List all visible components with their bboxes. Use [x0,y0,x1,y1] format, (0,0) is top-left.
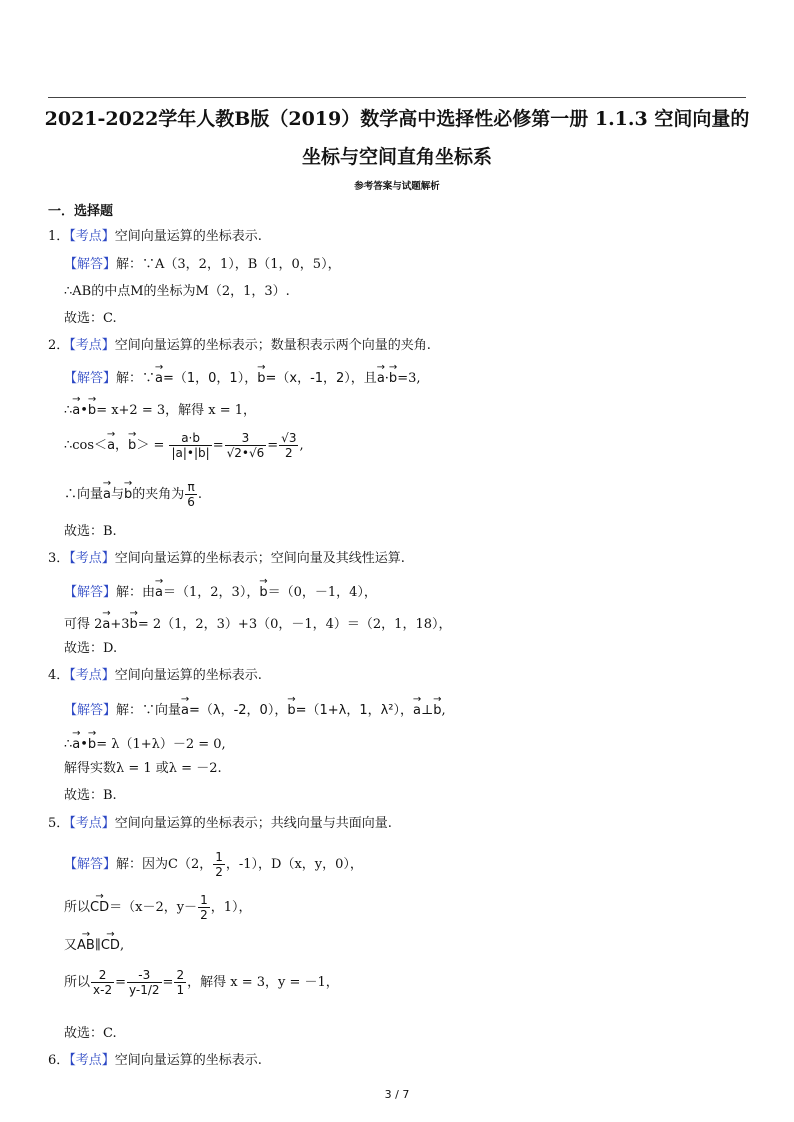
numerator: a·b [169,431,211,446]
q1-text: 解：∵A（3，2，1），B（1，0，5）， [116,257,341,272]
q1-kaodian [48,228,262,245]
q1-solution-line1 [64,256,341,273]
q2-l2: = x+2 = 3，解得 x = 1， [96,403,257,418]
q4-l1d: ⊥ [421,703,434,718]
doc-subtitle: 参考答案与试题解析 [354,181,440,192]
numerator: π [185,480,197,495]
q5-number: 5． [48,816,70,831]
vector-a: → a [413,698,421,719]
fraction [279,431,298,460]
q3-l1a: 解：由 [116,585,156,600]
q3-answer: 故选：D. [64,641,118,656]
q6-kaodian [48,1052,262,1069]
q4-kaodian [48,667,262,684]
q2-topic: 空间向量运算的坐标表示；数量积表示两个向量的夹角. [114,338,431,353]
q2-solution-line2: ∴→ a•→ b= x+2 = 3，解得 x = 1， [64,398,256,419]
vector-a: → a [107,433,115,454]
q1-answer: 故选：C. [64,311,117,326]
q3-l1c: ＝（0，－1，4）， [267,585,377,600]
q2-solution-line4: ∴向量→ a与→ b的夹角为 $\frac{\pi}{6}$ . [64,480,202,509]
page-number: 3 / 7 [384,1088,410,1101]
q6-topic: 空间向量运算的坐标表示. [114,1053,262,1068]
fraction [91,968,114,997]
q4-l1a: 解：∵向量 [116,703,182,718]
q4-l1b: =（λ，-2，0）， [189,703,288,718]
numerator: √3 [281,431,297,445]
denominator: 2 [284,446,293,460]
q5-answer: 故选：C. [64,1026,117,1041]
denominator: 1 [176,983,185,997]
vector-a: → a [103,482,111,503]
fraction [213,850,225,879]
q5-l2c: ，1）， [210,900,252,915]
fraction [174,968,186,997]
q4-l1c: =（1+λ，1，λ²）， [295,703,414,718]
q3-kaodian [48,550,405,567]
q5-l3a: 又 [64,938,78,953]
q4-number: 4． [48,668,70,683]
vector-a: → a [72,398,80,419]
q5-solution-line2 [64,893,251,922]
q2-l4c: 的夹角为 [132,487,185,502]
header-rule [48,97,746,98]
vector-ab: → AB [77,933,95,954]
q5-l2a: 所以 [64,900,91,915]
q2-l1a: 解：∵ [116,371,156,386]
q2-l4a: ∴向量 [64,487,104,502]
q3-l2b: +3 [110,617,130,632]
q3-solution-line2 [64,612,451,633]
q5-l1a: 解：因为C（2， [116,857,213,872]
q2-l3a: ∴cos＜ [64,438,108,453]
numerator: 1 [200,893,208,907]
vector-a: → a [102,612,110,633]
kaodian-label: 【考点】 [69,551,115,566]
kaodian-label: 【考点】 [69,229,115,244]
q2-l1c: =（x，-1，2），且 [265,371,377,386]
vector-a: → a [181,698,189,719]
q5-l1b: ，-1），D（x，y，0）， [225,857,363,872]
vector-b: → b [257,366,265,387]
denominator: y-1/2 [129,983,160,997]
q1-topic: 空间向量运算的坐标表示. [114,229,262,244]
q5-topic: 空间向量运算的坐标表示；共线向量与共面向量. [114,816,392,831]
fraction [169,431,211,460]
q5-solution-line1 [64,850,363,879]
numerator: 1 [215,850,223,864]
q2-l3c: ＞ = [136,438,165,453]
denominator: √2•√6 [226,446,265,460]
vector-b: → b [124,482,132,503]
vector-b: → b [287,698,295,719]
jieda-label: 【解答】 [64,585,117,600]
q1-solution-line2: ∴AB的中点M的坐标为M（2，1，3）. [64,284,290,299]
q4-l2: = λ（1+λ）－2 = 0, [96,737,226,752]
numerator: 3 [225,431,267,446]
vector-a: → a [155,580,163,601]
fraction [127,968,162,997]
vector-a: → a [72,732,80,753]
numerator: 2 [91,968,114,983]
q2-answer: 故选：B. [64,524,117,539]
q3-solution-line1 [64,580,377,601]
vector-b: → b [433,698,441,719]
fraction [198,893,210,922]
q1-number: 1． [48,229,70,244]
q3-topic: 空间向量运算的坐标表示；空间向量及其线性运算. [114,551,405,566]
q5-kaodian [48,815,392,832]
q6-number: 6． [48,1053,70,1068]
q5-l4b: ，解得 x = 3，y = －1， [187,975,339,990]
q2-l3b: ， [115,438,129,453]
jieda-label: 【解答】 [64,857,117,872]
vector-b: → b [389,366,397,387]
vector-cd: → CD [101,933,120,954]
q3-number: 3． [48,551,70,566]
denominator: 2 [200,908,208,922]
jieda-label: 【解答】 [64,257,117,272]
vector-b: → b [259,580,267,601]
q4-topic: 空间向量运算的坐标表示. [114,668,262,683]
q5-l3b: ∥ [94,938,101,953]
q4-answer: 故选：B. [64,788,117,803]
denominator: 2 [215,865,223,879]
kaodian-label: 【考点】 [69,668,115,683]
vector-b: → b [128,433,136,454]
jieda-label: 【解答】 [64,371,117,386]
fraction [185,480,197,509]
q2-l4b: 与 [110,487,124,502]
q5-solution-line3: 又→ AB∥→ CD, [64,933,124,954]
q3-l2a: 可得 2 [64,617,103,632]
q3-l1b: ＝（1，2，3）， [163,585,260,600]
denominator: x-2 [93,983,113,997]
jieda-label: 【解答】 [64,703,117,718]
q4-solution-line2: ∴→ a•→ b= λ（1+λ）－2 = 0, [64,732,226,753]
denominator: 6 [187,495,195,509]
kaodian-label: 【考点】 [69,816,115,831]
q4-solution-line3: 解得实数λ = 1 或λ = －2. [64,761,222,776]
vector-b: → b [88,398,96,419]
vector-a: → a [155,366,163,387]
doc-title-line2: 坐标与空间直角坐标系 [301,146,492,168]
q2-kaodian [48,337,431,354]
q2-l1b: =（1，0，1）， [163,371,258,386]
kaodian-label: 【考点】 [69,1053,115,1068]
section-heading: 一．选择题 [48,204,114,219]
numerator: -3 [127,968,162,983]
q2-number: 2． [48,338,70,353]
q5-solution-line4: 所以 $\frac{2}{x-2}$ = $\frac{-3}{y-1/2}$ = $\frac{2}{1}$ ，解得 x = 3，y = －1， [64,968,339,997]
q5-l4a: 所以 [64,975,91,990]
kaodian-label: 【考点】 [69,338,115,353]
vector-b: → b [88,732,96,753]
vector-b: → b [130,612,138,633]
fraction [225,431,267,460]
q2-l1d: =3, [397,371,421,386]
q3-l2c: = 2（1，2，3）+3（0，－1，4）＝（2，1，18）， [137,617,452,632]
q2-solution-line1: 【解答】解：∵→ a=（1，0，1），→ b=（x，-1，2），且→ a·→ b=3, [64,366,420,387]
vector-cd: → CD [90,895,109,916]
denominator: |a|•|b| [171,446,210,460]
vector-a: → a [377,366,385,387]
q5-l2b: ＝（x－2，y－ [109,900,198,915]
q4-solution-line1: 【解答】解：∵向量→ a=（λ，-2，0），→ b=（1+λ，1，λ²），→ a⊥→ b, [64,698,446,719]
doc-title-line1: 2021-2022学年人教B版（2019）数学高中选择性必修第一册 1.1.3 空间向量的 [44,108,750,130]
q2-solution-line3: ∴cos＜→ a，→ b＞ = $\frac{a\cdot b}{|a|•|b|}$ = $\frac{3}{√2•√6}$ = $\frac{√3}{2}$ , [64,431,304,460]
numerator: 2 [176,968,185,982]
